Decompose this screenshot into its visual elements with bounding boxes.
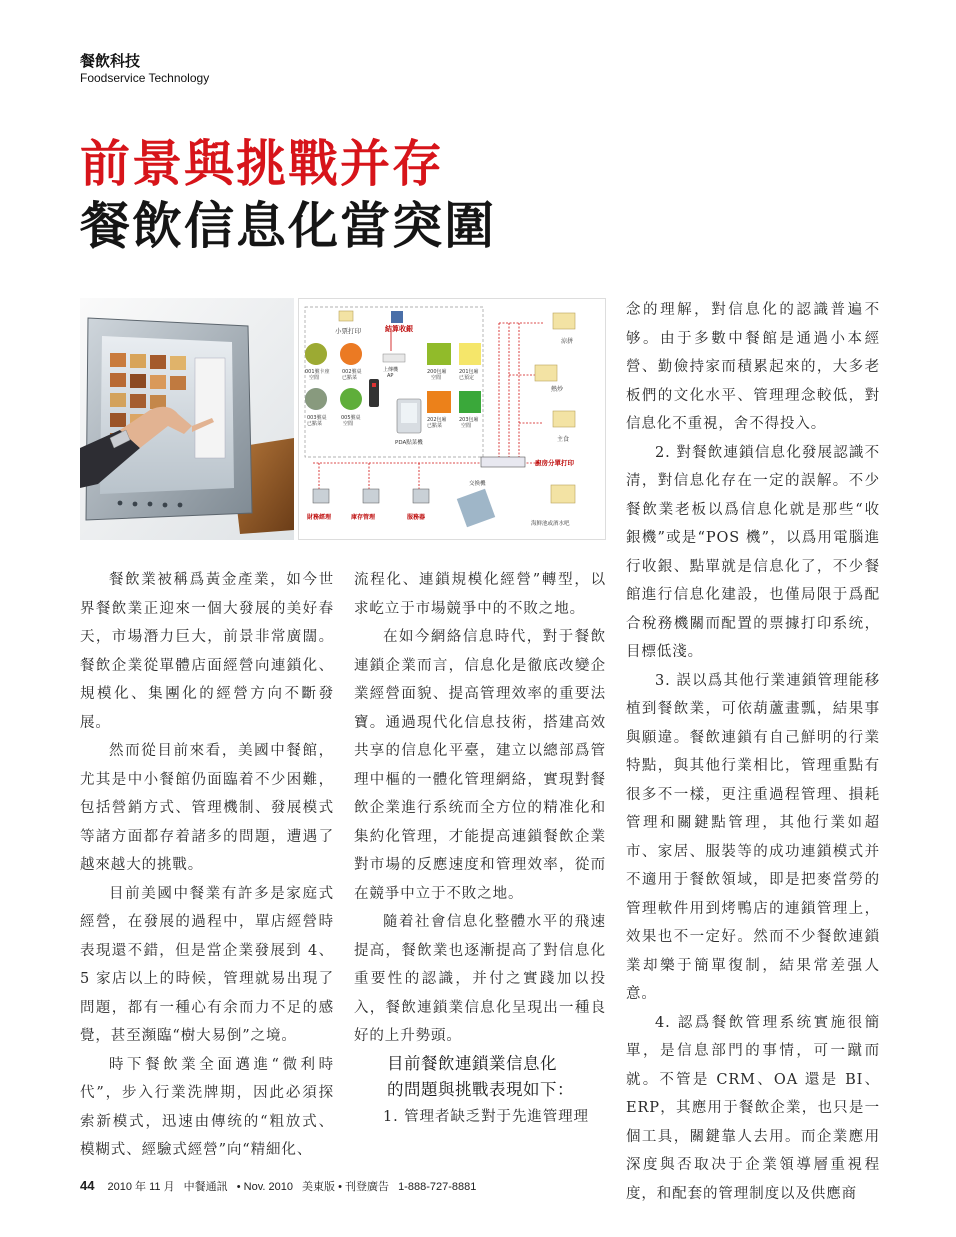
svg-text:201包廂: 201包廂 (459, 369, 479, 375)
label-server: 服務器 (407, 514, 426, 521)
paragraph: 在如今網絡信息時代，對于餐飲連鎖企業而言，信息化是徹底改變企業經營面貌、提高管理效率的重要法寶。通過現代化信息技術，搭建高效共享的信息化平臺，建立以總部爲管理中樞的一體化管理網絡，實現對餐飲企業進行系统而全方位的精准化和集約化管理，才能提高連鎖餐飲企業對市場的反應速度和管理效率，從而在競爭中立于不敗之地。 (354, 629, 606, 902)
svg-text:已預定: 已預定 (459, 375, 475, 381)
list-item: 4. 認爲餐飲管理系统實施很簡單，是信息部門的事情，可一蹴而就。不管是 CRM、OA 還是 BI、ERP，其應用于餐飲企業，也只是一個工具，關鍵靠人去用。而企業應用深度與否取决于企業領導層重視程度，和配套的管理制度以及供應商 (626, 1014, 880, 1202)
paragraph: 餐飲業被稱爲黃金產業，如今世界餐飲業正迎來一個大發展的美好春天，市場潛力巨大，前景非常廣闊。餐飲企業從單體店面經營向連鎖化、規模化、集團化的經營方向不斷發展。 (80, 572, 334, 731)
svg-text:003號桌: 003號桌 (307, 415, 327, 421)
section-title-cn: 餐飲科技 (80, 52, 141, 70)
paragraph-continued: 念的理解，對信息化的認識普遍不够。由于多數中餐館是通過小本經營、勤儉持家而積累起來的，大多老板們的文化水平、管理理念較低，對信息化不重視，舍不得投入。 (626, 302, 880, 432)
svg-text:空閒: 空閒 (461, 423, 472, 429)
label-pda: PDA點菜機 (395, 440, 423, 446)
article-title-line2: 餐飲信息化當突圍 (80, 196, 496, 255)
restaurant-network-diagram (298, 298, 606, 540)
label-seafood: 海鮮池或酒水吧 (531, 521, 570, 527)
magazine-name: 中餐通訊 (183, 1181, 228, 1193)
label-hot: 熱炒 (551, 386, 564, 393)
list-item: 3. 誤以爲其他行業連鎖管理能移植到餐飲業，可依葫蘆畫瓢，結果事與願違。餐飲連鎖有自己鮮明的行業特點，與其他行業相比，管理重點有很多不一樣，更注重過程管理、損耗管理和關鍵點管理，其他行業如超市、家居、服裝等的成功連鎖模式并不適用于餐飲領域，即是把麥當勞的管理軟件用到烤鴨店的連鎖管理上，效果也不一定好。然而不少餐飲連鎖業却樂于簡單復制，結果常差强人意。 (626, 672, 880, 1002)
label-switch: 交換機 (469, 481, 486, 487)
svg-text:已點菜: 已點菜 (307, 421, 323, 427)
issue-date: 2010 年 11 月 (107, 1181, 175, 1193)
svg-text:202包廂: 202包廂 (427, 417, 447, 423)
list-item: 2. 對餐飲連鎖信息化發展認識不清，對信息化存在一定的誤解。不少餐飲業老板以爲信息化就是那些“收銀機”或是“POS 機”，以爲用電腦進行收銀、點單就是信息化了，不少餐館進行信息化建設，也僅局限于爲配合稅務機關而配置的票據打印系统，目標低淺。 (626, 444, 880, 660)
svg-text:005號桌: 005號桌 (341, 415, 361, 421)
paragraph-continued: 流程化、連鎖規模化經營”轉型，以求屹立于市場競爭中的不敗之地。 (354, 572, 606, 617)
subheading-line1: 目前餐飲連鎖業信息化 (387, 1053, 557, 1073)
edition-label: 美東版 • 刊登廣告 (302, 1181, 389, 1193)
svg-text:空閒: 空閒 (343, 421, 354, 427)
paragraph: 然而從目前來看，美國中餐館，尤其是中小餐館仍面臨着不少困難，包括營銷方式、管理機制、發展模式等諸方面都存着諸多的問題，遭遇了越來越大的挑戰。 (80, 743, 334, 873)
issue-month-en: • Nov. 2010 (236, 1181, 293, 1193)
svg-text:002號桌: 002號桌 (342, 369, 362, 375)
subheading-line2: 的問題與挑戰表現如下： (387, 1079, 574, 1099)
pos-touchscreen-photo (80, 298, 294, 540)
svg-text:200包廂: 200包廂 (427, 369, 447, 375)
label-finance: 財務經理 (307, 514, 332, 521)
svg-text:AP: AP (387, 373, 394, 379)
svg-text:已點菜: 已點菜 (427, 423, 443, 429)
label-kitchen-print: 廚房分單打印 (535, 459, 574, 467)
paragraph: 隨着社會信息化整體水平的飛速提高，餐飲業也逐漸提高了對信息化重要性的認識，并付之實踐加以投入，餐飲連鎖業信息化呈現出一種良好的上升勢頭。 (354, 914, 606, 1044)
label-receipt-printer: 小票打印 (335, 327, 361, 335)
svg-text:已點菜: 已點菜 (342, 375, 358, 381)
section-title-en: Foodservice Technology (80, 71, 210, 85)
page-footer (80, 1178, 482, 1194)
paragraph: 時下餐飲業全面邁進“微利時代”，步入行業洗牌期，因此必須探索新模式，迅速由傳统的“粗放式、模糊式、經驗式經營”向“精細化、 (80, 1056, 334, 1158)
label-cold: 涼拼 (561, 338, 574, 345)
label-checkout: 結算收銀 (385, 325, 413, 333)
list-item: 1. 管理者缺乏對于先進管理理 (383, 1108, 589, 1125)
article-column-2 (354, 566, 606, 1131)
article-title-line1: 前景與挑戰并存 (80, 134, 444, 193)
paragraph: 目前美國中餐業有許多是家庭式經營，在發展的過程中，單店經營時表現還不錯，但是當企業發展到 4、5 家店以上的時候，管理就易出現了問題，都有一種心有余而力不足的感覺，甚至瀕臨“樹大易倒”之境。 (80, 885, 334, 1044)
svg-text:空閒: 空閒 (309, 375, 320, 381)
svg-text:空閒: 空閒 (431, 375, 442, 381)
label-staple: 主食 (557, 436, 570, 443)
svg-text:001號卡座: 001號卡座 (305, 369, 330, 375)
svg-text:上傳機: 上傳機 (383, 367, 399, 373)
label-inventory: 庫存管理 (351, 514, 376, 521)
article-column-1 (80, 566, 334, 1165)
page-number: 44 (80, 1178, 95, 1193)
svg-text:203包廂: 203包廂 (459, 417, 479, 423)
article-column-3 (626, 296, 880, 1208)
phone-number: 1-888-727-8881 (398, 1181, 477, 1193)
